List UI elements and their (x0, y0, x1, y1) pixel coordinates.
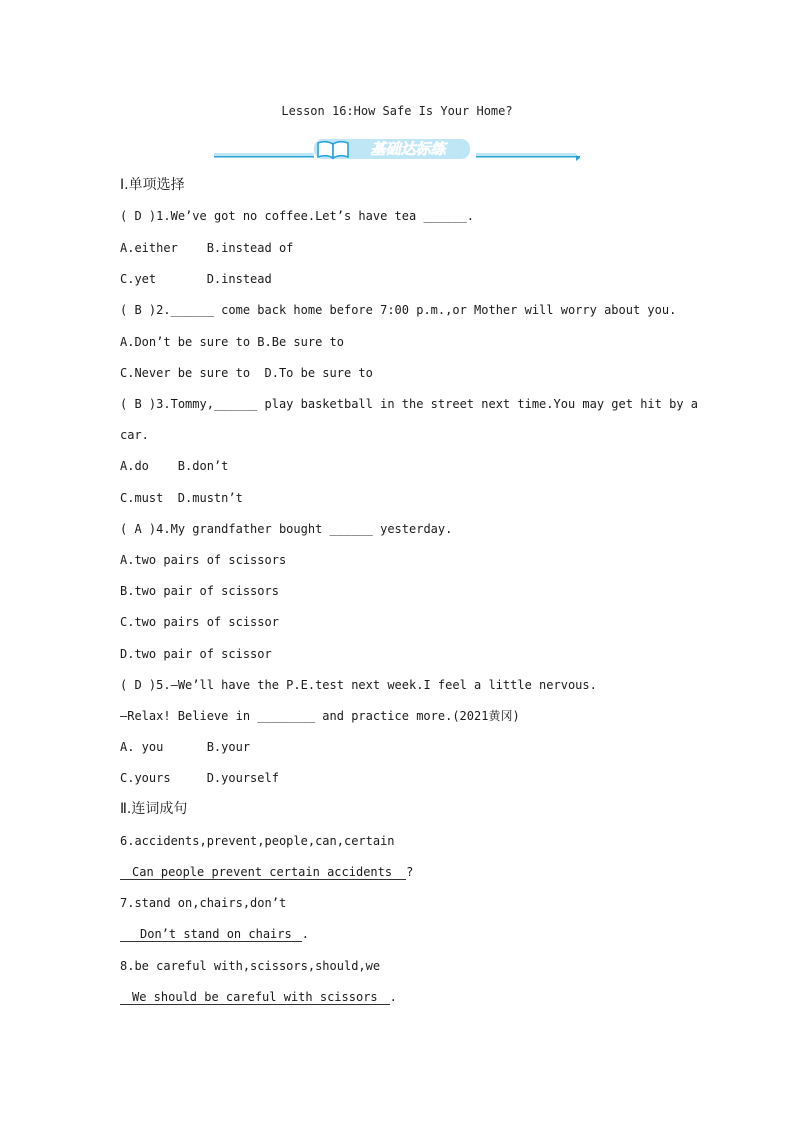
banner-left-bar (214, 153, 314, 156)
question-5: ( D )5.—We’ll have the P.E.test next week.I feel a little nervous. (120, 678, 597, 692)
section-banner (214, 133, 580, 163)
question-3-stem: 3.Tommy,______ play basketball in the street next time.You may get hit by a (156, 397, 698, 411)
question-1-options-b: C.yet D.instead (120, 272, 272, 286)
item-7-answer: Don’t stand on chairs (120, 927, 302, 942)
banner-text: 基础达标练 (370, 140, 446, 158)
item-8-answer-line (120, 989, 397, 1005)
section2-heading: Ⅱ.连词成句 (120, 801, 188, 817)
question-5-stem: 5.—We’ll have the P.E.test next week.I feel a little nervous. (156, 678, 597, 692)
banner-right-bar (476, 153, 576, 156)
question-3-stem-cont: car. (120, 428, 149, 442)
question-5-stem-cont: —Relax! Believe in ________ and practice more.(2021黄冈) (120, 709, 520, 723)
question-4-stem: 4.My grandfather bought ______ yesterday. (156, 522, 453, 536)
item-7-end: . (301, 927, 309, 941)
question-2-stem: 2.______ come back home before 7:00 p.m.,or Mother will worry about you. (156, 303, 677, 317)
question-2: ( B )2.______ come back home before 7:00 p.m.,or Mother will worry about you. (120, 303, 677, 317)
answer-5: D (134, 678, 142, 692)
item-8-end: . (389, 990, 397, 1004)
question-4: ( A )4.My grandfather bought ______ yesterday. (120, 522, 453, 536)
answer-4: A (134, 522, 142, 536)
item-6-answer-line (120, 864, 413, 880)
item-7-prompt: 7.stand on,chairs,don’t (120, 896, 287, 910)
question-3-options-a: A.do B.don’t (120, 459, 229, 473)
book-icon (318, 142, 348, 158)
question-4-option-d: D.two pair of scissor (120, 647, 272, 661)
answer-2: B (134, 303, 142, 317)
answer-3: B (134, 397, 142, 411)
item-6-end: ? (406, 865, 414, 879)
answer-1: D (134, 209, 142, 223)
item-8-answer: We should be careful with scissors (120, 990, 390, 1005)
item-8-prompt: 8.be careful with,scissors,should,we (120, 959, 381, 973)
question-3: ( B )3.Tommy,______ play basketball in the street next time.You may get hit by a (120, 397, 698, 411)
question-4-option-b: B.two pair of scissors (120, 584, 279, 598)
item-7-answer-line (120, 926, 309, 942)
question-5-options-b: C.yours D.yourself (120, 771, 279, 785)
question-2-options-b: C.Never be sure to D.To be sure to (120, 366, 373, 380)
section1-heading: Ⅰ.单项选择 (120, 177, 185, 193)
question-5-options-a: A. you B.your (120, 740, 251, 754)
question-2-options-a: A.Don’t be sure to B.Be sure to (120, 335, 344, 349)
question-1: ( D )1.We’ve got no coffee.Let’s have tea ______. (120, 209, 475, 223)
page-title: Lesson 16:How Safe Is Your Home? (281, 104, 513, 118)
question-3-options-b: C.must D.mustn’t (120, 491, 243, 505)
item-6-answer: Can people prevent certain accidents (120, 865, 406, 880)
question-4-option-a: A.two pairs of scissors (120, 553, 287, 567)
question-1-options-a: A.either B.instead of (120, 241, 294, 255)
question-4-option-c: C.two pairs of scissor (120, 615, 279, 629)
item-6-prompt: 6.accidents,prevent,people,can,certain (120, 834, 395, 848)
question-1-stem: 1.We’ve got no coffee.Let’s have tea ______. (156, 209, 475, 223)
